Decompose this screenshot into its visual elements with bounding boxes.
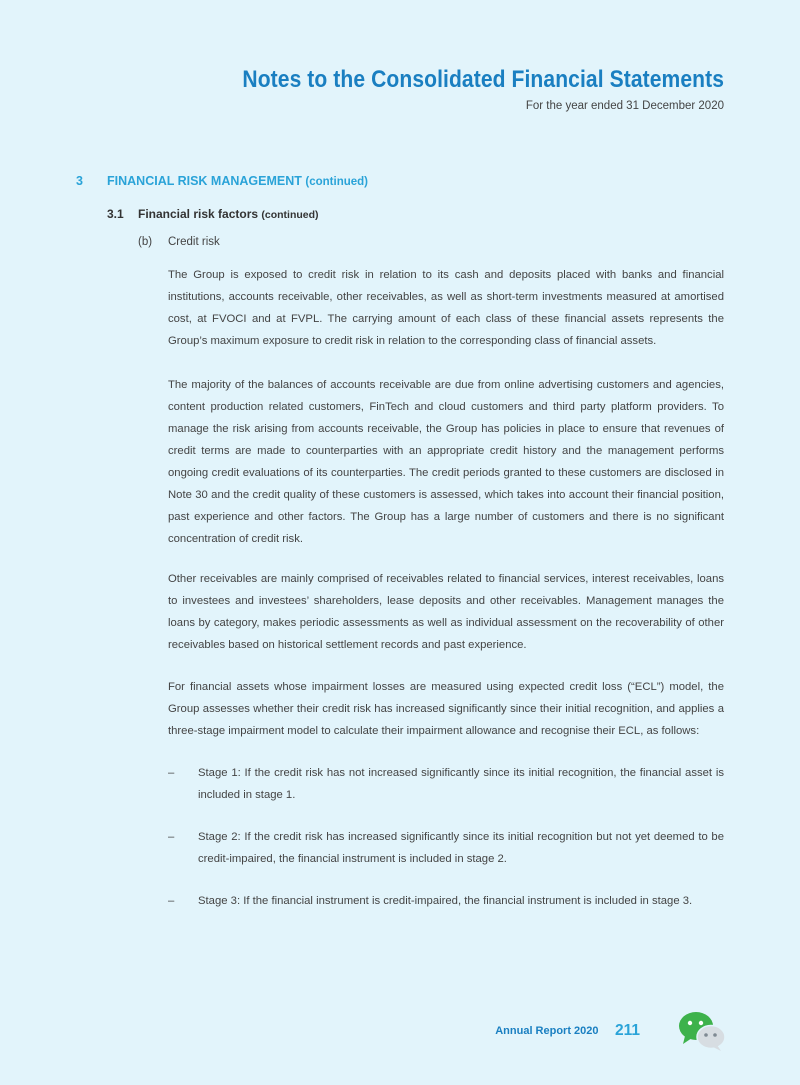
bullet-text: Stage 1: If the credit risk has not increased significantly since its initial recognition, the financial asset is included in stage 1. — [198, 767, 724, 801]
list-item-stage-1 — [168, 762, 724, 806]
page-subtitle: For the year ended 31 December 2020 — [525, 100, 724, 112]
subsection-title-group — [138, 207, 319, 221]
page-title: Notes to the Consolidated Financial Statements — [242, 66, 724, 93]
bullet-text: Stage 2: If the credit risk has increased significantly since its initial recognition but not yet deemed to be credit-impaired, the financial instrument is included in stage 2. — [198, 831, 724, 865]
bullet-text: Stage 3: If the financial instrument is credit-impaired, the financial instrument is included in stage 3. — [198, 895, 693, 907]
section-number: 3 — [76, 174, 83, 188]
subsection-number: 3.1 — [107, 207, 124, 221]
bullet-dash: – — [168, 767, 175, 779]
paragraph-credit-exposure: The Group is exposed to credit risk in relation to its cash and deposits placed with banks and financial institutions, accounts receivable, other receivables, as well as short-term investments measured at amortised cost, at FVOCI and at FVPL. The carrying amount of each class of these financial assets represents the Group’s maximum exposure to credit risk in relation to the corresponding class of financial assets. — [168, 269, 724, 347]
section-heading — [76, 174, 368, 188]
item-marker: (b) — [138, 236, 153, 248]
bullet-dash: – — [168, 831, 175, 843]
wechat-logo-icon — [677, 1010, 727, 1052]
subsection-continued: (continued) — [261, 209, 319, 221]
bullet-dash: – — [168, 895, 175, 907]
section-title-group — [107, 174, 368, 188]
page-footer — [495, 1022, 640, 1040]
item-title: Credit risk — [168, 236, 220, 248]
subsection-heading — [107, 207, 319, 221]
subsection-title: Financial risk factors — [138, 207, 259, 221]
paragraph-ecl-model: For financial assets whose impairment losses are measured using expected credit loss (“ECL”) model, the Group assesses whether their credit risk has increased significantly since their initial recognition, and applies a three-stage impairment model to calculate their impairment allowance and recognise their ECL, as follows: — [168, 681, 724, 737]
section-continued: (continued) — [305, 176, 368, 188]
paragraph-accounts-receivable: The majority of the balances of accounts receivable are due from online advertising customers and agencies, content production related customers, FinTech and cloud customers and third party platform providers. To manage the risk arising from accounts receivable, the Group has policies in place to ensure that revenues of credit terms are made to counterparties with an appropriate credit history and the management performs ongoing credit evaluations of its counterparties. The credit periods granted to these customers are disclosed in Note 30 and the credit quality of these customers is assessed, which takes into account their financial position, past experience and other factors. The Group has a large number of customers and there is no significant concentration of credit risk. — [168, 379, 724, 545]
section-title: FINANCIAL RISK MANAGEMENT — [107, 174, 302, 188]
page-number: 211 — [614, 1022, 640, 1039]
list-item-stage-2 — [168, 826, 724, 870]
paragraph-other-receivables: Other receivables are mainly comprised of receivables related to financial services, interest receivables, loans to investees and investees’ shareholders, lease deposits and other receivables. Management manages the loans by category, makes periodic assessments as well as individual assessment on the recoverability of other receivables based on historical settlement records and past experience. — [168, 573, 724, 651]
footer-report-label: Annual Report 2020 — [495, 1025, 599, 1037]
list-item-stage-3 — [168, 890, 724, 912]
item-heading — [138, 236, 220, 248]
